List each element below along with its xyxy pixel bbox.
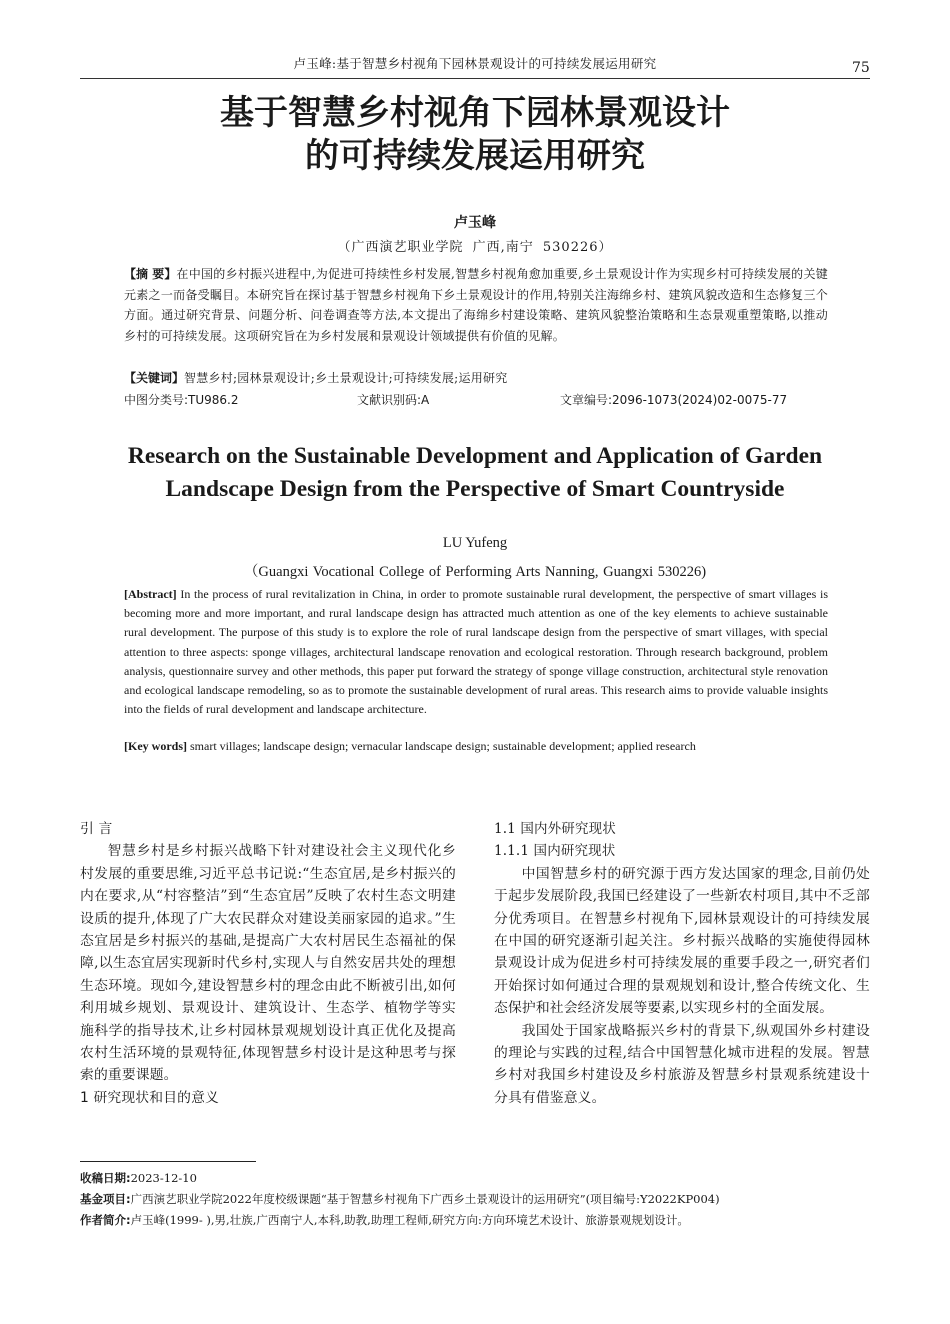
keywords-en-text: smart villages; landscape design; vernacular landscape design; sustainable development; applied research (187, 739, 696, 753)
body-left-column (80, 818, 456, 1109)
author-cn: 卢玉峰 (454, 215, 496, 231)
title-cn (0, 92, 950, 178)
abstract-en (124, 585, 828, 719)
received-label: 收稿日期: (80, 1171, 131, 1185)
title-en-line1: Research on the Sustainable Development and Application of Garden (127, 443, 823, 469)
title-cn-line2: 的可持续发展运用研究 (305, 136, 645, 176)
fund-value: 广西演艺职业学院2022年度校级课题“基于智慧乡村视角下广西乡土景观设计的运用研究”(项目编号:Y2022KP004) (130, 1192, 720, 1206)
footnote-rule (80, 1161, 256, 1162)
header-rule (80, 78, 870, 79)
footnote-received (80, 1170, 880, 1186)
keywords-cn-text: 智慧乡村;园林景观设计;乡土景观设计;可持续发展;运用研究 (184, 371, 508, 385)
right-paragraph-1: 中国智慧乡村的研究源于西方发达国家的理念,目前仍处于起步发展阶段,我国已经建设了一些新农村项目,其中不乏部分优秀项目。在智慧乡村视角下,园林景观设计的可持续发展在中国的研究逐渐引起关注。乡村振兴战略的实施使得园林景观设计成为促进乡村可持续发展的重要手段之一,研究者们开始探讨如何通过合理的景观规划和设计,整合传统文化、生态保护和社会经济发展等要素,以实现乡村的全面发展。 (494, 865, 870, 1017)
affiliation-cn: （广西演艺职业学院 广西,南宁 530226） (337, 240, 613, 255)
affiliation-en: （Guangxi Vocational College of Performing Arts Nanning, Guangxi 530226) (243, 564, 707, 580)
title-en (0, 440, 950, 506)
keywords-en (124, 739, 828, 754)
author-en: LU Yufeng (442, 535, 508, 551)
article-number: 文章编号:2096-1073(2024)02-0075-77 (560, 393, 788, 407)
title-cn-line1: 基于智慧乡村视角下园林景观设计 (220, 93, 730, 133)
abstract-cn (124, 264, 828, 346)
footnote-author (80, 1212, 880, 1228)
section1-heading: 1 研究现状和目的意义 (80, 1089, 219, 1106)
author-bio-value: 卢玉峰(1999- ),男,壮族,广西南宁人,本科,助教,助理工程师,研究方向:方向环境艺术设计、旅游景观规划设计。 (130, 1213, 689, 1227)
title-en-line2: Landscape Design from the Perspective of Smart Countryside (165, 476, 785, 502)
subsection-1-1-1-heading: 1.1.1 国内研究现状 (494, 843, 616, 860)
subsection-1-1-heading: 1.1 国内外研究现状 (494, 821, 616, 837)
keywords-cn-label: 【关键词】 (124, 371, 185, 385)
document-code: 文献识别码:A (357, 393, 430, 407)
keywords-cn (124, 369, 828, 386)
abstract-cn-text: 在中国的乡村振兴进程中,为促进可持续性乡村发展,智慧乡村视角愈加重要,乡土景观设计作为实现乡村可持续发展的关键元素之一而备受瞩目。本研究旨在探讨基于智慧乡村视角下乡土景观设计的作用,特别关注海绵乡村、建筑风貌改造和生态修复三个方面。通过研究背景、问题分析、问卷调查等方法,本文提出了海绵乡村建设策略、建筑风貌整治策略和生态景观重塑策略,以推动乡村的可持续发展。这项研究旨在为乡村发展和景观设计领域提供有价值的见解。 (124, 267, 828, 343)
right-paragraph-2: 我国处于国家战略振兴乡村的背景下,纵观国外乡村建设的理论与实践的过程,结合中国智慧化城市进程的发展。智慧乡村对我国乡村建设及乡村旅游及智慧乡村景观系统建设十分具有借鉴意义。 (494, 1022, 870, 1106)
page-number: 75 (852, 60, 870, 76)
author-bio-label: 作者简介: (80, 1213, 131, 1227)
body-right-column (494, 818, 870, 1109)
abstract-en-label: [Abstract] (124, 587, 177, 601)
clc-number: 中图分类号:TU986.2 (124, 393, 239, 407)
received-value: 2023-12-10 (130, 1171, 197, 1185)
intro-heading: 引 言 (80, 821, 113, 837)
intro-paragraph: 智慧乡村是乡村振兴战略下针对建设社会主义现代化乡村发展的重要思维,习近平总书记说:“生态宜居,是乡村振兴的内在要求,从“村容整洁”到“生态宜居”反映了农村生态文明建设质的提升,体现了广大农民群众对建设美丽家园的追求。”生态宜居是乡村振兴的基础,是提高广大农村居民生态福祉的保障,以生态宜居实现新时代乡村,实现人与自然安居共处的理想生态环境。现如今,建设智慧乡村的理念由此不断被引出,如何利用城乡规划、景观设计、建筑设计、生态学、植物学等实施科学的指导技术,让乡村园林景观规划设计真正优化及提高农村生活环境的景观特征,体现智慧乡村设计是这种思考与探索的重要课题。 (80, 843, 456, 1084)
keywords-en-label: [Key words] (124, 739, 187, 753)
abstract-cn-label: 【摘 要】 (124, 267, 177, 281)
footnote-fund (80, 1191, 880, 1207)
fund-label: 基金项目: (80, 1192, 131, 1206)
running-head: 卢玉峰:基于智慧乡村视角下园林景观设计的可持续发展运用研究 (293, 56, 657, 71)
abstract-en-text: In the process of rural revitalization in China, in order to promote sustainable rural development, the perspective of smart villages is becoming more and more important, and rural landscape design has attracted much attention as one of the key elements to achieve sustainable rural development. The purpose of this study is to explore the role of rural landscape design from the perspective of smart villages, with special attention to three aspects: sponge villages, architectural landscape renovation and ecological restoration. Through research background, problem analysis, questionnaire survey and other methods, this paper put forward the strategy of sponge village construction, architectural style renovation and ecological landscape remodeling, so as to promote the sustainable development of rural areas. This research aims to provide valuable insights into the fields of rural development and landscape architecture. (124, 587, 828, 717)
